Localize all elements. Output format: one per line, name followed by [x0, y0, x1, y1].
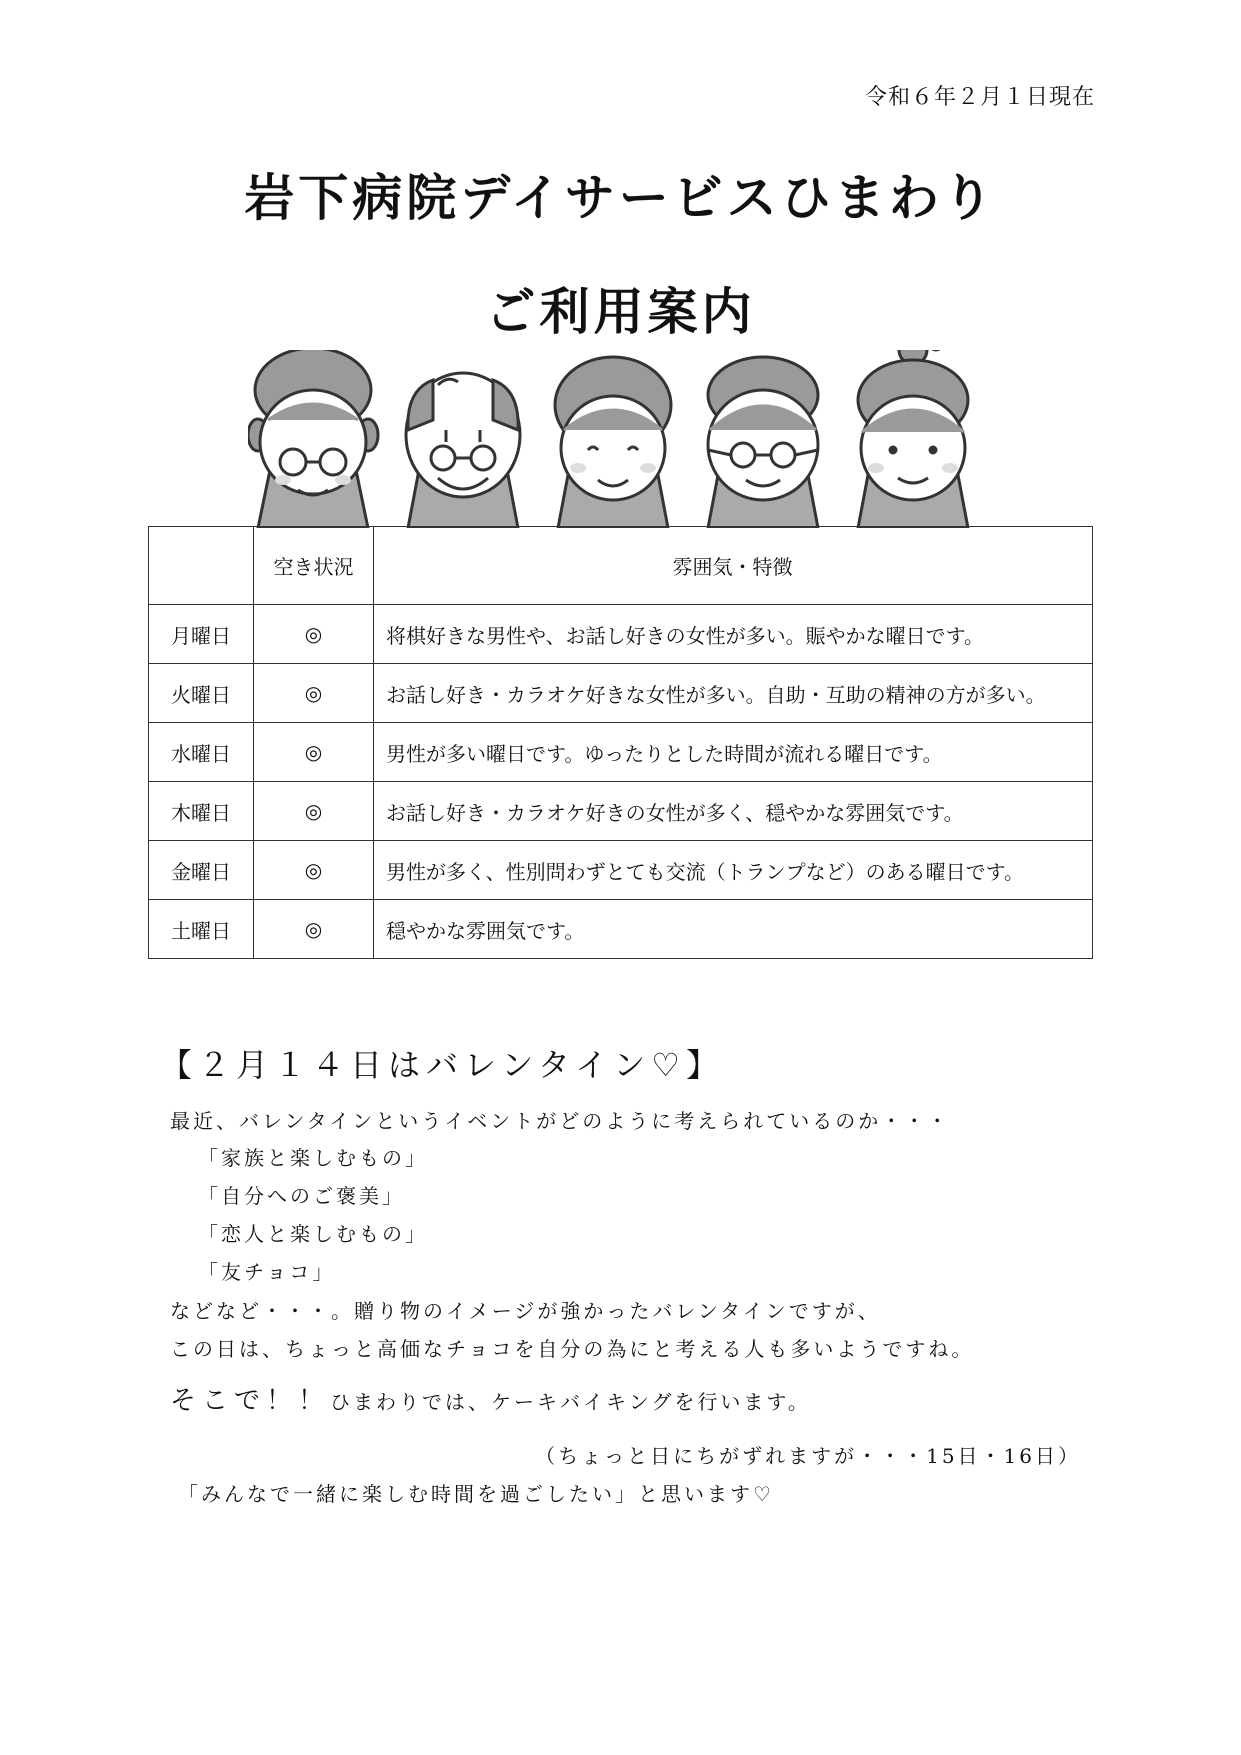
table-row [149, 664, 1093, 723]
row-description: お話し好き・カラオケ好きの女性が多く、穏やかな雰囲気です。 [374, 782, 1093, 841]
table-header-day [149, 527, 254, 605]
schedule-table [148, 526, 1093, 959]
row-description: 穏やかな雰囲気です。 [374, 900, 1093, 959]
row-day: 土曜日 [149, 900, 254, 959]
valentine-line-4: ひまわりでは、ケーキバイキングを行います。 [330, 1390, 811, 1414]
valentine-quote: 「友チョコ」 [198, 1260, 336, 1284]
row-description: 男性が多い曜日です。ゆったりとした時間が流れる曜日です。 [374, 723, 1093, 782]
table-row [149, 782, 1093, 841]
valentine-announcement [170, 1380, 811, 1417]
table-header-availability: 空き状況 [254, 527, 374, 605]
row-description: 男性が多く、性別問わずとても交流（トランプなど）のある曜日です。 [374, 841, 1093, 900]
elderly-people-illustration-icon [248, 350, 1008, 528]
row-availability: ◎ [254, 664, 374, 723]
table-row [149, 900, 1093, 959]
table-header-row [149, 527, 1093, 605]
row-day: 月曜日 [149, 605, 254, 664]
row-availability: ◎ [254, 723, 374, 782]
table-row [149, 723, 1093, 782]
row-availability: ◎ [254, 605, 374, 664]
valentine-line-2: などなど・・・。贈り物のイメージが強かったバレンタインですが、 [170, 1299, 881, 1323]
row-day: 水曜日 [149, 723, 254, 782]
row-day: 火曜日 [149, 664, 254, 723]
row-day: 木曜日 [149, 782, 254, 841]
row-availability: ◎ [254, 841, 374, 900]
valentine-intro: 最近、バレンタインというイベントがどのように考えられているのか・・・ [170, 1109, 951, 1133]
table-row [149, 841, 1093, 900]
valentine-closing: 「みんなで一緒に楽しむ時間を過ごしたい」と思います♡ [178, 1482, 774, 1506]
valentine-heading: 【２月１４日はバレンタイン♡】 [160, 1046, 724, 1084]
person-3-icon [555, 357, 671, 528]
valentine-line-3: この日は、ちょっと高価なチョコを自分の為にと考える人も多いようですね。 [170, 1337, 975, 1361]
valentine-quote: 「家族と楽しむもの」 [198, 1146, 428, 1170]
valentine-quote: 「自分へのご褒美」 [198, 1184, 405, 1208]
page-subtitle: ご利用案内 [485, 283, 756, 341]
person-1-icon [248, 350, 378, 528]
person-2-icon [406, 373, 520, 528]
person-5-icon [858, 350, 968, 528]
table-header-description: 雰囲気・特徴 [374, 527, 1093, 605]
valentine-emphasis: そこで！！ [170, 1386, 331, 1416]
row-description: 将棋好きな男性や、お話し好きの女性が多い。賑やかな曜日です。 [374, 605, 1093, 664]
valentine-date-note: （ちょっと日にちがずれますが・・・15日・16日） [535, 1444, 1081, 1468]
valentine-quote: 「恋人と楽しむもの」 [198, 1222, 428, 1246]
row-availability: ◎ [254, 900, 374, 959]
person-4-icon [708, 357, 818, 528]
row-day: 金曜日 [149, 841, 254, 900]
row-availability: ◎ [254, 782, 374, 841]
page-title: 岩下病院デイサービスひまわり [244, 169, 997, 227]
table-row [149, 605, 1093, 664]
row-description: お話し好き・カラオケ好きな女性が多い。自助・互助の精神の方が多い。 [374, 664, 1093, 723]
date-note: 令和６年２月１日現在 [864, 85, 1095, 110]
